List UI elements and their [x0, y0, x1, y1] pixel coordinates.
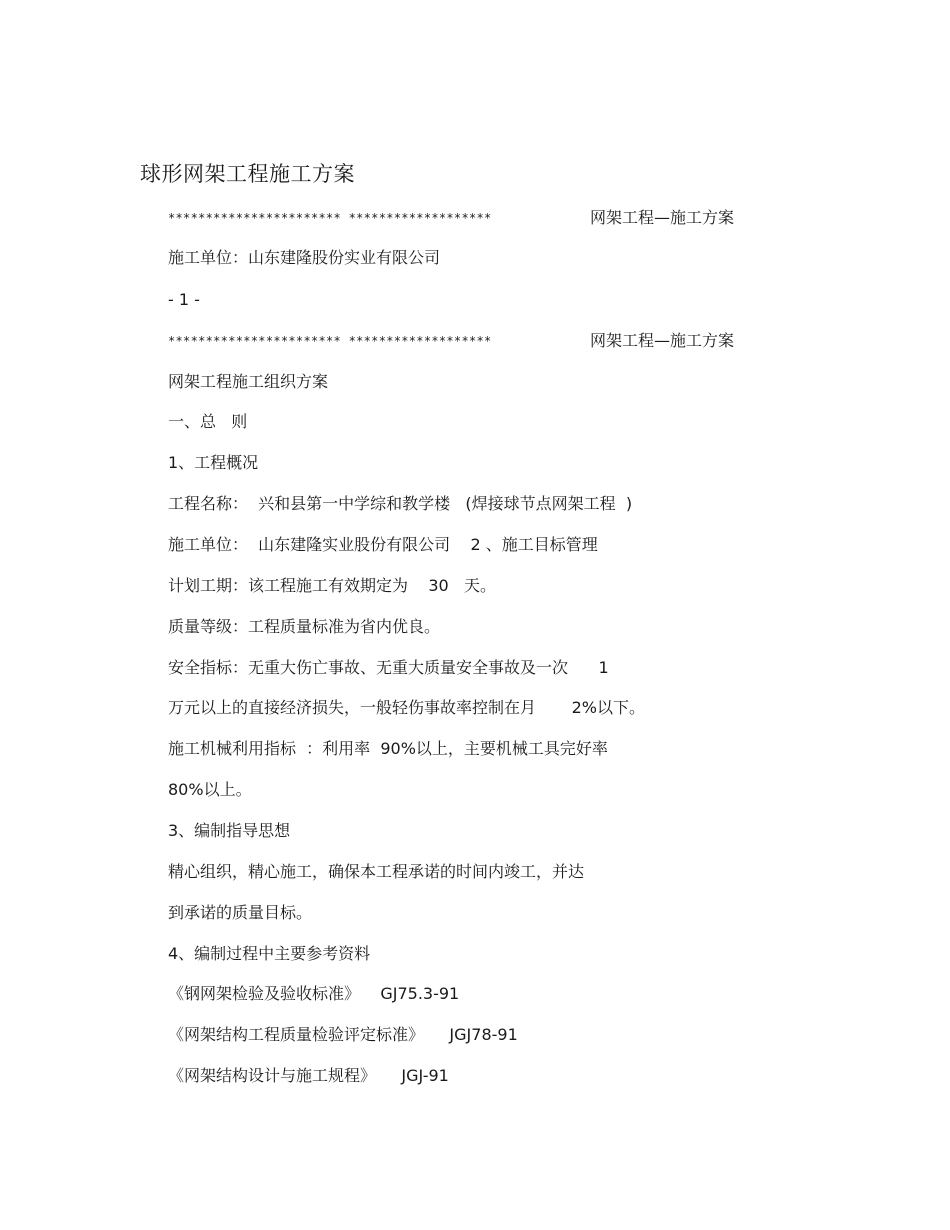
subsection-heading: 3、编制指导思想 [168, 821, 291, 840]
header-label: 网架工程—施工方案 [590, 331, 735, 350]
text-line: 80%以上。 [168, 780, 252, 799]
text-line: 施工单位： 山东建隆实业股份有限公司 2 、施工目标管理 [168, 535, 598, 554]
text-line: 工程名称： 兴和县第一中学综和教学楼 (焊接球节点网架工程 ) [168, 494, 633, 513]
section-heading: 网架工程施工组织方案 [168, 372, 329, 391]
reference-item: 《网架结构设计与施工规程》 JGJ-91 [168, 1066, 449, 1085]
text-line: 到承诺的质量目标。 [168, 903, 313, 922]
page-number: - 1 - [168, 290, 200, 309]
header-stars: *********************** ******************* [168, 211, 492, 225]
reference-item: 《钢网架检验及验收标准》 GJ75.3-91 [168, 984, 460, 1003]
text-line: 施工机械利用指标 ：利用率 90%以上，主要机械工具完好率 [168, 739, 608, 758]
reference-item: 《网架结构工程质量检验评定标准》 JGJ78-91 [168, 1025, 518, 1044]
text-line: 计划工期：该工程施工有效期定为 30 天。 [168, 576, 496, 595]
text-line: 质量等级：工程质量标准为省内优良。 [168, 617, 441, 636]
subsection-heading: 1、工程概况 [168, 453, 259, 472]
text-line: 万元以上的直接经济损失，一般轻伤事故率控制在月 2%以下。 [168, 698, 645, 717]
header-stars: *********************** ******************* [168, 334, 492, 348]
header-label: 网架工程—施工方案 [590, 208, 735, 227]
section-heading: 一、总 则 [168, 412, 248, 431]
subsection-heading: 4、编制过程中主要参考资料 [168, 944, 371, 963]
text-line: 施工单位：山东建隆股份实业有限公司 [168, 248, 441, 267]
text-line: 精心组织，精心施工，确保本工程承诺的时间内竣工，并达 [168, 862, 585, 881]
text-line: 安全指标：无重大伤亡事故、无重大质量安全事故及一次 1 [168, 658, 609, 677]
document-title: 球形网架工程施工方案 [140, 162, 355, 186]
